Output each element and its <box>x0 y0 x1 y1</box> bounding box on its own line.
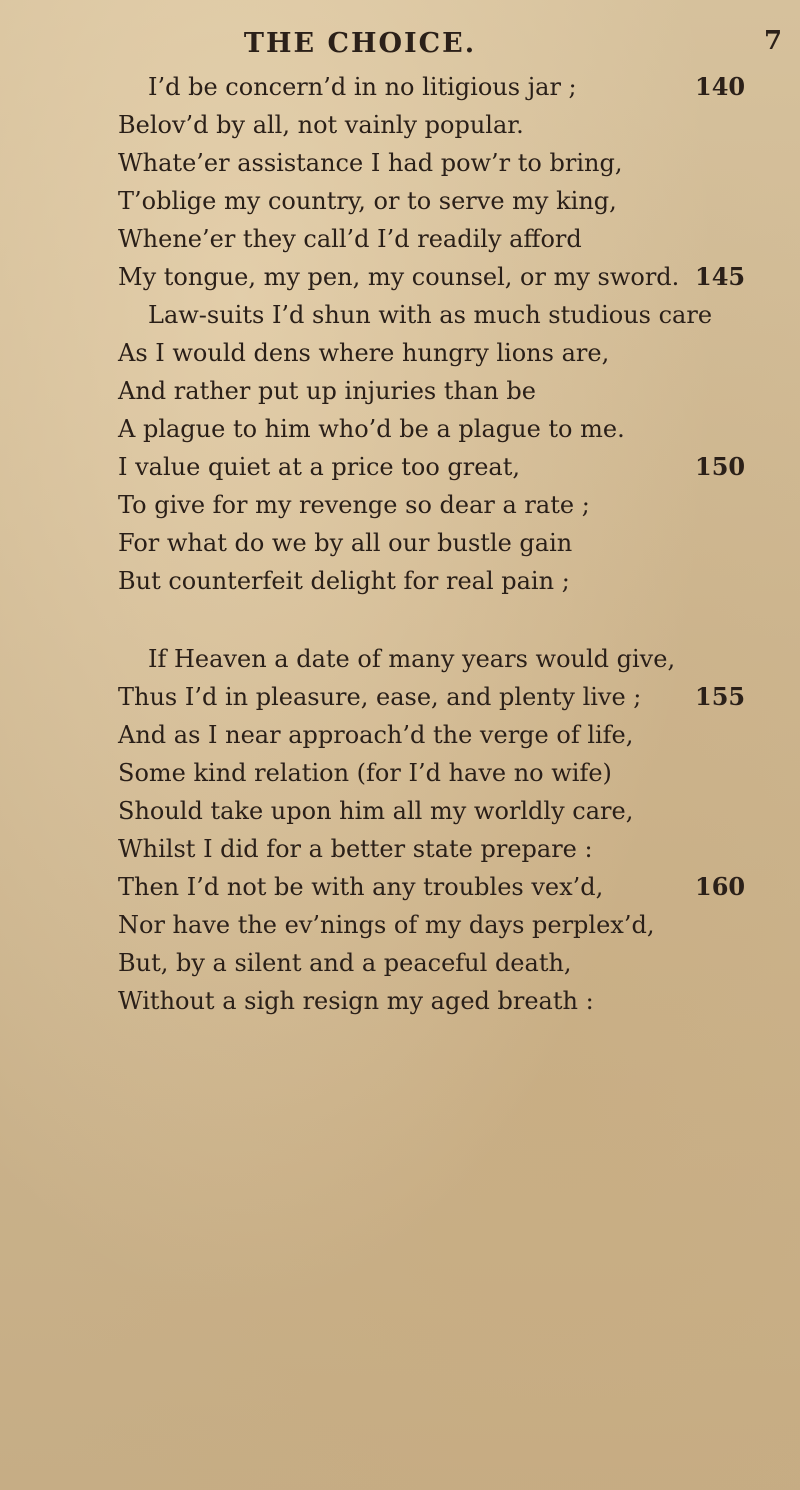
page-header <box>0 0 800 60</box>
line-number: 160 <box>695 872 746 901</box>
line-number: 155 <box>695 682 746 711</box>
line-number: 145 <box>695 262 746 291</box>
poem-line: Then I’d not be with any troubles vex’d, <box>118 873 604 901</box>
poem-line: Should take upon him all my worldly care, <box>118 797 634 825</box>
poem-line: But counterfeit delight for real pain ; <box>118 567 570 595</box>
poem-line: I value quiet at a price too great, <box>118 453 521 481</box>
poem-line: Some kind relation (for I’d have no wife) <box>118 759 612 787</box>
line-number: 150 <box>695 452 746 481</box>
poem-line: T’oblige my country, or to serve my king, <box>118 187 617 215</box>
poem-line: To give for my revenge so dear a rate ; <box>118 491 590 519</box>
poem-line: Law-suits I’d shun with as much studious care <box>148 301 713 329</box>
poem-line: And as I near approach’d the verge of life, <box>118 721 634 749</box>
poem-line: My tongue, my pen, my counsel, or my sword. <box>118 263 680 291</box>
poem-line: I’d be concern’d in no litigious jar ; <box>148 73 577 101</box>
poem-line: For what do we by all our bustle gain <box>118 529 573 557</box>
page-number: 7 <box>764 26 783 56</box>
line-number: 140 <box>695 72 746 101</box>
poem-line: A plague to him who’d be a plague to me. <box>118 415 625 443</box>
poem-line: Without a sigh resign my aged breath : <box>118 987 594 1015</box>
poem-line: As I would dens where hungry lions are, <box>118 339 610 367</box>
poem-line: Thus I’d in pleasure, ease, and plenty live ; <box>118 683 642 711</box>
poem-line: Whate’er assistance I had pow’r to bring, <box>118 149 623 177</box>
poem-line: But, by a silent and a peaceful death, <box>118 949 572 977</box>
poem-line: Whene’er they call’d I’d readily afford <box>118 225 582 253</box>
poem-line: If Heaven a date of many years would give, <box>148 645 676 673</box>
poem-line: Whilst I did for a better state prepare : <box>118 835 593 863</box>
poem-line: Belov’d by all, not vainly popular. <box>118 111 524 139</box>
poem-line: And rather put up injuries than be <box>118 377 536 405</box>
running-head: THE CHOICE. <box>243 28 477 59</box>
poem-line: Nor have the ev’nings of my days perplex’d, <box>118 911 655 939</box>
